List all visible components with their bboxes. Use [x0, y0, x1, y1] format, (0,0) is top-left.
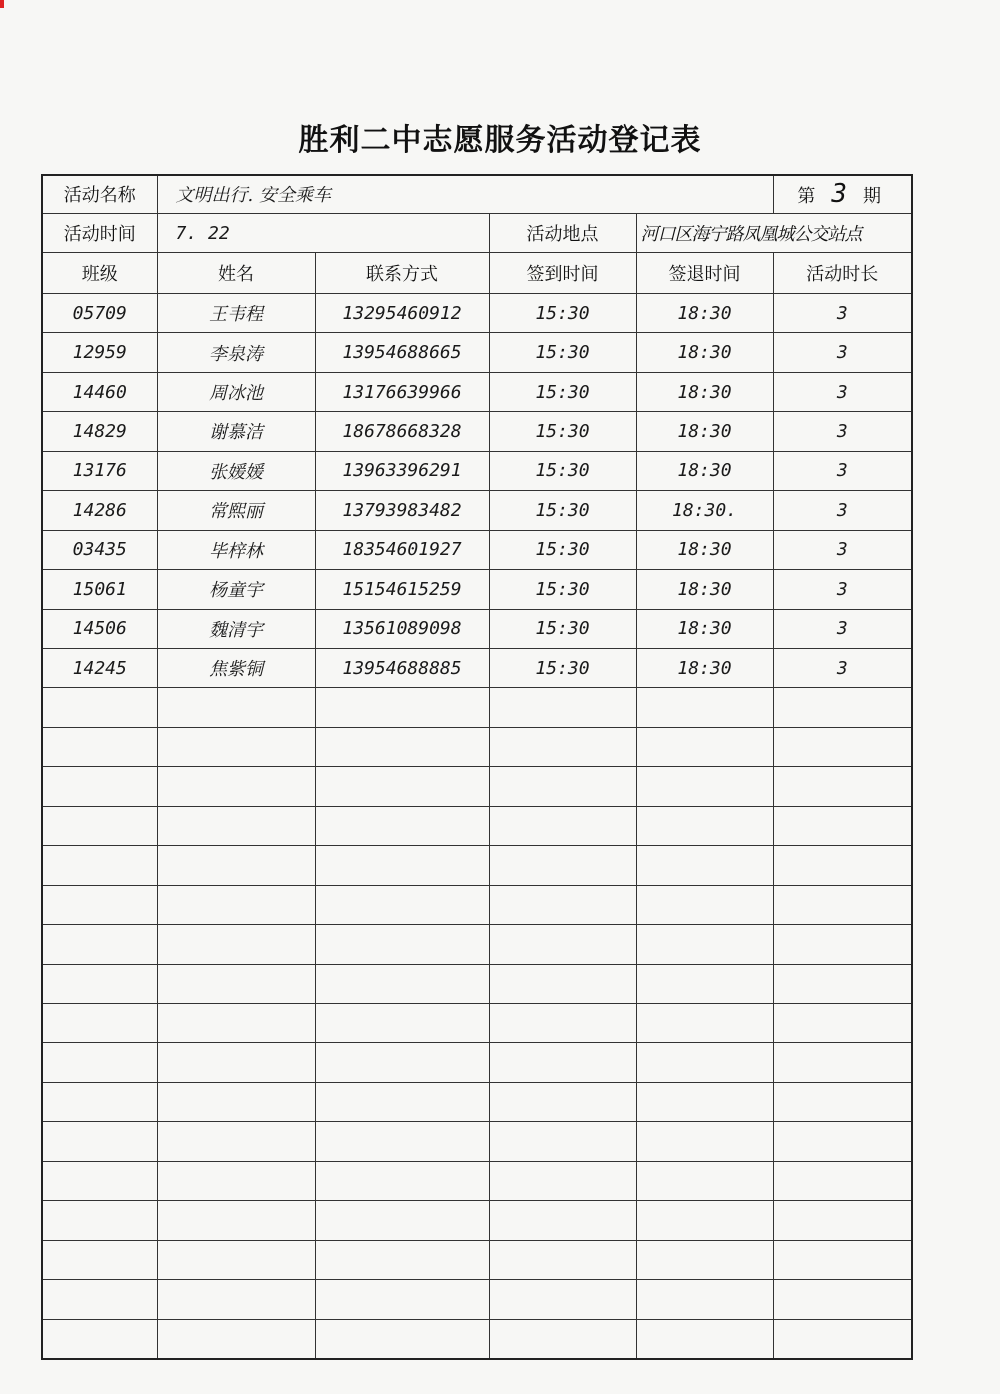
empty-name-cell[interactable] — [157, 806, 315, 845]
empty-duration-cell[interactable] — [773, 1240, 912, 1279]
empty-name-cell[interactable] — [157, 1122, 315, 1161]
empty-phone-cell[interactable] — [315, 806, 489, 845]
empty-name-cell[interactable] — [157, 885, 315, 924]
empty-sign-out-cell[interactable] — [636, 846, 773, 885]
sign-in-cell[interactable]: 15:30 — [489, 648, 636, 687]
period-prefix: 第 — [797, 186, 816, 208]
empty-table-row — [42, 1043, 912, 1082]
name-cell[interactable]: 周冰池 — [157, 372, 315, 411]
empty-class-cell[interactable] — [42, 688, 157, 727]
empty-phone-cell[interactable] — [315, 1201, 489, 1240]
empty-duration-cell[interactable] — [773, 1280, 912, 1319]
sign-out-cell[interactable]: 18:30 — [636, 570, 773, 609]
empty-name-cell[interactable] — [157, 1082, 315, 1121]
duration-cell[interactable]: 3 — [773, 372, 912, 411]
activity-time-label: 活动时间 — [42, 213, 157, 252]
class-cell[interactable]: 14286 — [42, 491, 157, 530]
col-header-name: 姓名 — [157, 253, 315, 293]
empty-sign-out-cell[interactable] — [636, 964, 773, 1003]
class-cell[interactable]: 15061 — [42, 570, 157, 609]
class-cell[interactable]: 03435 — [42, 530, 157, 569]
empty-sign-out-cell[interactable] — [636, 1122, 773, 1161]
name-cell[interactable]: 毕梓林 — [157, 530, 315, 569]
empty-duration-cell[interactable] — [773, 846, 912, 885]
empty-sign-in-cell[interactable] — [489, 925, 636, 964]
phone-cell[interactable]: 13963396291 — [315, 451, 489, 490]
empty-table-row — [42, 727, 912, 766]
sign-out-cell[interactable]: 18:30 — [636, 530, 773, 569]
name-cell[interactable]: 李泉涛 — [157, 333, 315, 372]
empty-duration-cell[interactable] — [773, 1082, 912, 1121]
empty-class-cell[interactable] — [42, 1161, 157, 1200]
activity-name-value[interactable]: 文明出行. 安全乘车 — [157, 175, 773, 213]
empty-class-cell[interactable] — [42, 1082, 157, 1121]
duration-cell[interactable]: 3 — [773, 530, 912, 569]
empty-sign-out-cell[interactable] — [636, 1082, 773, 1121]
empty-name-cell[interactable] — [157, 1043, 315, 1082]
empty-phone-cell[interactable] — [315, 767, 489, 806]
empty-name-cell[interactable] — [157, 925, 315, 964]
empty-table-row — [42, 1240, 912, 1279]
table-row — [42, 491, 912, 530]
empty-class-cell[interactable] — [42, 1319, 157, 1359]
empty-phone-cell[interactable] — [315, 688, 489, 727]
empty-duration-cell[interactable] — [773, 767, 912, 806]
phone-cell[interactable]: 13295460912 — [315, 293, 489, 332]
empty-phone-cell[interactable] — [315, 1004, 489, 1043]
empty-duration-cell[interactable] — [773, 727, 912, 766]
name-cell[interactable]: 王韦程 — [157, 293, 315, 332]
empty-name-cell[interactable] — [157, 1201, 315, 1240]
empty-name-cell[interactable] — [157, 846, 315, 885]
empty-sign-in-cell[interactable] — [489, 1319, 636, 1359]
empty-table-row — [42, 688, 912, 727]
empty-sign-in-cell[interactable] — [489, 964, 636, 1003]
empty-class-cell[interactable] — [42, 1201, 157, 1240]
sign-out-cell[interactable]: 18:30 — [636, 412, 773, 451]
table-row — [42, 570, 912, 609]
empty-class-cell[interactable] — [42, 1043, 157, 1082]
page-title: 胜利二中志愿服务活动登记表 — [298, 123, 702, 158]
activity-place-label: 活动地点 — [489, 213, 636, 252]
empty-sign-in-cell[interactable] — [489, 1201, 636, 1240]
empty-sign-in-cell[interactable] — [489, 1004, 636, 1043]
empty-name-cell[interactable] — [157, 727, 315, 766]
empty-sign-out-cell[interactable] — [636, 1201, 773, 1240]
table-row — [42, 451, 912, 490]
registration-table — [41, 174, 913, 1360]
empty-name-cell[interactable] — [157, 964, 315, 1003]
empty-duration-cell[interactable] — [773, 1319, 912, 1359]
table-row — [42, 372, 912, 411]
empty-sign-out-cell[interactable] — [636, 806, 773, 845]
col-header-sign-out: 签退时间 — [636, 253, 773, 293]
empty-sign-out-cell[interactable] — [636, 727, 773, 766]
empty-phone-cell[interactable] — [315, 727, 489, 766]
empty-duration-cell[interactable] — [773, 1201, 912, 1240]
empty-sign-out-cell[interactable] — [636, 925, 773, 964]
empty-phone-cell[interactable] — [315, 1161, 489, 1200]
name-cell[interactable]: 张媛媛 — [157, 451, 315, 490]
empty-duration-cell[interactable] — [773, 925, 912, 964]
sign-in-cell[interactable]: 15:30 — [489, 491, 636, 530]
activity-time-row — [42, 213, 912, 252]
table-row — [42, 333, 912, 372]
empty-class-cell[interactable] — [42, 1122, 157, 1161]
empty-table-row — [42, 925, 912, 964]
empty-sign-out-cell[interactable] — [636, 1161, 773, 1200]
empty-duration-cell[interactable] — [773, 1161, 912, 1200]
empty-class-cell[interactable] — [42, 1240, 157, 1279]
duration-cell[interactable]: 3 — [773, 648, 912, 687]
class-cell[interactable]: 13176 — [42, 451, 157, 490]
empty-phone-cell[interactable] — [315, 964, 489, 1003]
empty-class-cell[interactable] — [42, 964, 157, 1003]
empty-phone-cell[interactable] — [315, 1082, 489, 1121]
sign-out-cell[interactable]: 18:30. — [636, 491, 773, 530]
empty-duration-cell[interactable] — [773, 1122, 912, 1161]
empty-table-row — [42, 1201, 912, 1240]
sign-in-cell[interactable]: 15:30 — [489, 530, 636, 569]
period-suffix: 期 — [863, 186, 882, 208]
col-header-class: 班级 — [42, 253, 157, 293]
table-row — [42, 412, 912, 451]
empty-table-row — [42, 1319, 912, 1359]
empty-table-row — [42, 1082, 912, 1121]
empty-table-row — [42, 846, 912, 885]
sign-out-cell[interactable]: 18:30 — [636, 451, 773, 490]
phone-cell[interactable]: 13561089098 — [315, 609, 489, 648]
empty-sign-out-cell[interactable] — [636, 1319, 773, 1359]
duration-cell[interactable]: 3 — [773, 412, 912, 451]
empty-name-cell[interactable] — [157, 1004, 315, 1043]
empty-table-row — [42, 1004, 912, 1043]
empty-sign-in-cell[interactable] — [489, 767, 636, 806]
name-cell[interactable]: 常熙丽 — [157, 491, 315, 530]
empty-name-cell[interactable] — [157, 1240, 315, 1279]
empty-duration-cell[interactable] — [773, 885, 912, 924]
empty-duration-cell[interactable] — [773, 806, 912, 845]
sign-out-cell[interactable]: 18:30 — [636, 648, 773, 687]
sign-in-cell[interactable]: 15:30 — [489, 570, 636, 609]
empty-sign-in-cell[interactable] — [489, 1161, 636, 1200]
empty-name-cell[interactable] — [157, 1280, 315, 1319]
name-cell[interactable]: 魏清宇 — [157, 609, 315, 648]
class-cell[interactable]: 14506 — [42, 609, 157, 648]
empty-table-row — [42, 767, 912, 806]
empty-sign-out-cell[interactable] — [636, 1280, 773, 1319]
activity-name-row — [42, 175, 912, 213]
empty-duration-cell[interactable] — [773, 1043, 912, 1082]
duration-cell[interactable]: 3 — [773, 609, 912, 648]
empty-sign-in-cell[interactable] — [489, 727, 636, 766]
sign-in-cell[interactable]: 15:30 — [489, 451, 636, 490]
sign-in-cell[interactable]: 15:30 — [489, 333, 636, 372]
empty-name-cell[interactable] — [157, 688, 315, 727]
empty-phone-cell[interactable] — [315, 885, 489, 924]
empty-duration-cell[interactable] — [773, 1004, 912, 1043]
sign-out-cell[interactable]: 18:30 — [636, 333, 773, 372]
phone-cell[interactable]: 13793983482 — [315, 491, 489, 530]
empty-sign-out-cell[interactable] — [636, 688, 773, 727]
table-row — [42, 609, 912, 648]
empty-phone-cell[interactable] — [315, 846, 489, 885]
empty-phone-cell[interactable] — [315, 1240, 489, 1279]
sign-in-cell[interactable]: 15:30 — [489, 372, 636, 411]
duration-cell[interactable]: 3 — [773, 293, 912, 332]
table-row — [42, 530, 912, 569]
class-cell[interactable]: 14245 — [42, 648, 157, 687]
empty-duration-cell[interactable] — [773, 964, 912, 1003]
phone-cell[interactable]: 13954688885 — [315, 648, 489, 687]
empty-sign-in-cell[interactable] — [489, 885, 636, 924]
empty-sign-in-cell[interactable] — [489, 1082, 636, 1121]
empty-class-cell[interactable] — [42, 846, 157, 885]
activity-place-value[interactable]: 河口区海宁路凤凰城公交站点 — [636, 213, 912, 252]
empty-sign-out-cell[interactable] — [636, 1043, 773, 1082]
duration-cell[interactable]: 3 — [773, 333, 912, 372]
empty-table-row — [42, 1280, 912, 1319]
empty-class-cell[interactable] — [42, 925, 157, 964]
sign-in-cell[interactable]: 15:30 — [489, 412, 636, 451]
table-row — [42, 293, 912, 332]
empty-table-row — [42, 806, 912, 845]
empty-phone-cell[interactable] — [315, 1280, 489, 1319]
name-cell[interactable]: 焦紫铜 — [157, 648, 315, 687]
empty-table-row — [42, 1122, 912, 1161]
phone-cell[interactable]: 18354601927 — [315, 530, 489, 569]
col-header-duration: 活动时长 — [773, 253, 912, 293]
empty-phone-cell[interactable] — [315, 1043, 489, 1082]
empty-sign-in-cell[interactable] — [489, 1240, 636, 1279]
sign-out-cell[interactable]: 18:30 — [636, 293, 773, 332]
class-cell[interactable]: 14829 — [42, 412, 157, 451]
phone-cell[interactable]: 18678668328 — [315, 412, 489, 451]
sign-out-cell[interactable]: 18:30 — [636, 372, 773, 411]
empty-phone-cell[interactable] — [315, 1122, 489, 1161]
empty-sign-in-cell[interactable] — [489, 1280, 636, 1319]
empty-sign-in-cell[interactable] — [489, 1043, 636, 1082]
name-cell[interactable]: 杨童宇 — [157, 570, 315, 609]
empty-table-row — [42, 964, 912, 1003]
name-cell[interactable]: 谢慕洁 — [157, 412, 315, 451]
class-cell[interactable]: 12959 — [42, 333, 157, 372]
duration-cell[interactable]: 3 — [773, 491, 912, 530]
empty-class-cell[interactable] — [42, 1004, 157, 1043]
empty-sign-in-cell[interactable] — [489, 688, 636, 727]
empty-sign-out-cell[interactable] — [636, 1004, 773, 1043]
empty-class-cell[interactable] — [42, 767, 157, 806]
empty-table-row — [42, 885, 912, 924]
empty-class-cell[interactable] — [42, 727, 157, 766]
empty-duration-cell[interactable] — [773, 688, 912, 727]
phone-cell[interactable]: 15154615259 — [315, 570, 489, 609]
empty-sign-in-cell[interactable] — [489, 806, 636, 845]
empty-name-cell[interactable] — [157, 1161, 315, 1200]
empty-phone-cell[interactable] — [315, 925, 489, 964]
activity-name-label: 活动名称 — [42, 175, 157, 213]
sign-in-cell[interactable]: 15:30 — [489, 293, 636, 332]
table-row — [42, 648, 912, 687]
period-cell — [773, 175, 912, 213]
class-cell[interactable]: 05709 — [42, 293, 157, 332]
empty-sign-out-cell[interactable] — [636, 885, 773, 924]
sign-out-cell[interactable]: 18:30 — [636, 609, 773, 648]
column-header-row — [42, 253, 912, 293]
empty-sign-out-cell[interactable] — [636, 1240, 773, 1279]
period-number[interactable]: 3 — [831, 179, 848, 210]
empty-phone-cell[interactable] — [315, 1319, 489, 1359]
empty-class-cell[interactable] — [42, 806, 157, 845]
activity-time-value[interactable]: 7. 22 — [157, 213, 489, 252]
duration-cell[interactable]: 3 — [773, 570, 912, 609]
empty-sign-out-cell[interactable] — [636, 767, 773, 806]
empty-sign-in-cell[interactable] — [489, 846, 636, 885]
empty-name-cell[interactable] — [157, 767, 315, 806]
phone-cell[interactable]: 13954688665 — [315, 333, 489, 372]
class-cell[interactable]: 14460 — [42, 372, 157, 411]
col-header-phone: 联系方式 — [315, 253, 489, 293]
col-header-sign-in: 签到时间 — [489, 253, 636, 293]
duration-cell[interactable]: 3 — [773, 451, 912, 490]
empty-class-cell[interactable] — [42, 1280, 157, 1319]
empty-sign-in-cell[interactable] — [489, 1122, 636, 1161]
empty-name-cell[interactable] — [157, 1319, 315, 1359]
empty-table-row — [42, 1161, 912, 1200]
phone-cell[interactable]: 13176639966 — [315, 372, 489, 411]
sign-in-cell[interactable]: 15:30 — [489, 609, 636, 648]
empty-class-cell[interactable] — [42, 885, 157, 924]
